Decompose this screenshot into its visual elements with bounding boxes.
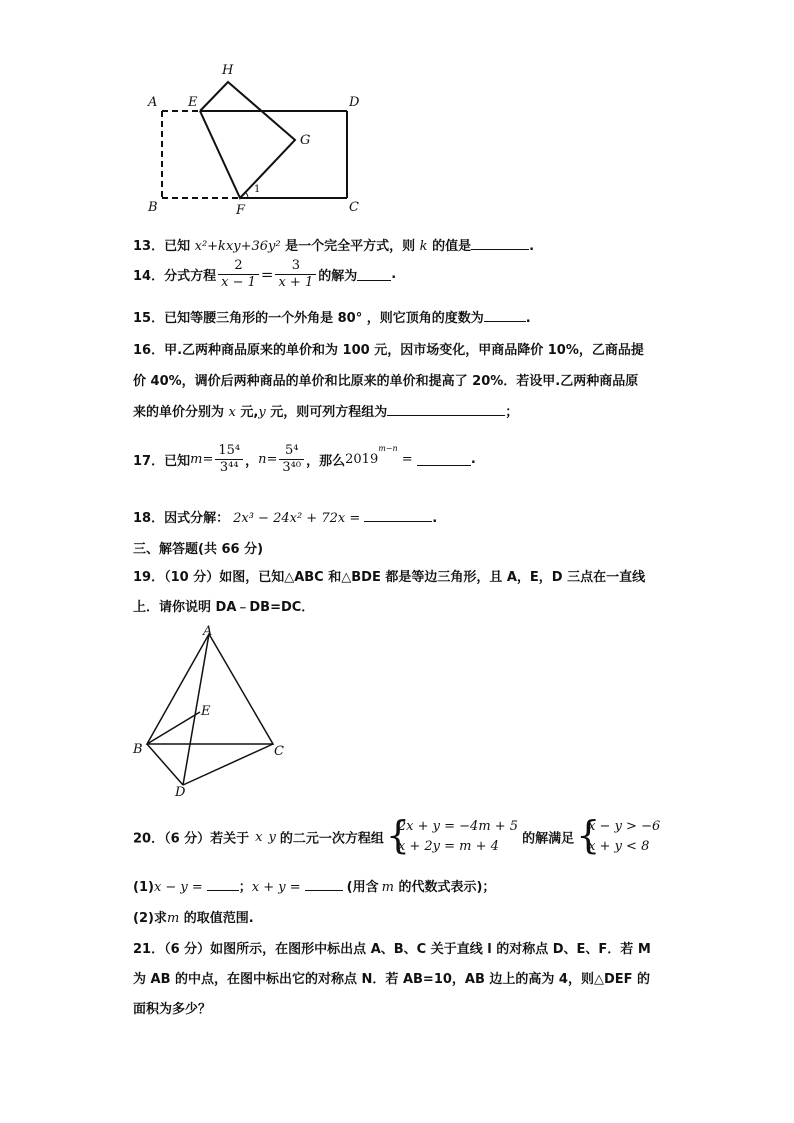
question-21-line-2 (133, 968, 650, 987)
q17-fraction-m (215, 443, 243, 476)
q14-fraction-2 (275, 258, 316, 291)
q20-part1-m: m (381, 880, 394, 895)
q16-number: 16． (133, 343, 165, 358)
q13-text-b: 是一个完全平方式，则 (280, 239, 420, 254)
q16-line-3-a: 来的单价分别为 (133, 405, 229, 420)
q13-variable: k (419, 239, 428, 254)
q16-end: ； (505, 405, 519, 420)
q14-text-b: 的解为 (318, 269, 358, 284)
q17-equals-3: = (397, 452, 417, 467)
q20-inequality-2: x + y < 8 (588, 839, 650, 854)
label-F: F (236, 203, 246, 218)
q14-f2-denominator: x + 1 (278, 275, 314, 290)
question-15 (133, 307, 531, 326)
q20-part1-text-c: 的代数式表示)； (393, 880, 496, 895)
q17-equals-1: = (202, 452, 214, 467)
q20-equation-system: { 2x + y = −4m + 5 x + 2y = m + 4 (385, 813, 519, 857)
fig2-label-C: C (274, 744, 284, 759)
q17-exponent: m−n (378, 444, 398, 453)
q20-text-b: 的二元一次方程组 (279, 831, 384, 847)
q20-text-c: 的解满足 (522, 831, 575, 847)
q17-separator: ， (245, 454, 259, 469)
q17-number: 17． (133, 454, 165, 469)
q14-end: . (391, 267, 397, 282)
q21-line-2: 为 AB 的中点，在图中标出它的对称点 N．若 AB=10，AB 边上的高为 4，则△DEF 的 (133, 972, 651, 987)
q20-part2-m: m (166, 911, 180, 926)
q14-f1-denominator: x − 1 (221, 275, 256, 290)
q20-x: x (255, 829, 263, 845)
q16-x: x (228, 405, 236, 420)
question-19-line-1 (133, 566, 645, 585)
q17-m-numerator: 15⁴ (215, 443, 243, 460)
q20-part1-blank-2[interactable] (305, 878, 343, 891)
label-D: D (349, 95, 360, 110)
q20-part1-text-b: (用含 (346, 880, 379, 895)
label-angle-1: 1 (254, 184, 261, 195)
q20-part1-label: (1) (133, 880, 154, 895)
fig2-label-D: D (175, 785, 186, 800)
question-21-line-1 (133, 938, 651, 957)
question-20-part-2 (133, 907, 254, 926)
q20-part2-text-b: 的取值范围. (179, 911, 254, 926)
fig2-label-E: E (201, 704, 211, 719)
label-B: B (148, 200, 158, 215)
q20-part1-blank-1[interactable] (207, 878, 239, 891)
q16-line-1: 甲.乙两种商品原来的单价和为 100 元，因市场变化，甲商品降价 10%，乙商品提 (164, 343, 644, 358)
section-3-title (133, 538, 263, 557)
q17-m-denominator: 3⁴⁴ (219, 460, 239, 475)
q16-answer-blank[interactable] (387, 403, 505, 416)
q17-n-numerator: 5⁴ (279, 443, 304, 460)
q13-number: 13． (133, 239, 165, 254)
fig2-label-A: A (203, 624, 213, 639)
label-A: A (148, 95, 158, 110)
question-16-line-2 (133, 370, 638, 389)
label-C: C (349, 200, 359, 215)
question-20-part-1 (133, 876, 495, 895)
segment-be (147, 712, 200, 744)
q20-y: y (268, 829, 276, 845)
q20-inequality-system: { x − y > −6 x + y < 8 (576, 813, 661, 857)
q14-f1-numerator: 2 (218, 258, 259, 275)
q13-end: . (529, 239, 535, 254)
q14-number: 14． (133, 269, 165, 284)
q15-text: 已知等腰三角形的一个外角是 80° ，则它顶角的度数为 (164, 311, 484, 326)
q17-n-denominator: 3⁴⁰ (282, 460, 302, 475)
question-21-line-3 (133, 998, 211, 1017)
question-16-line-3 (133, 401, 518, 420)
q13-expression: x²+kxy+36y² (194, 239, 281, 254)
q14-answer-blank[interactable] (357, 268, 391, 281)
fig2-label-B: B (133, 742, 143, 757)
section-3-heading: 三、解答题(共 66 分) (133, 542, 264, 557)
folded-quadrilateral (200, 82, 295, 198)
q14-fraction-1 (218, 258, 259, 291)
q21-line-1: 21．（6 分）如图所示，在图形中标出点 A、B、C 关于直线 l 的对称点 D、E、F．若 M (133, 942, 651, 957)
q15-end: . (525, 311, 531, 326)
q17-answer-blank[interactable] (417, 453, 471, 466)
q13-text-c: 的值是 (427, 239, 472, 254)
q21-line-3: 面积为多少？ (133, 1002, 212, 1017)
q16-y: y (258, 405, 266, 420)
q17-text-b: ，那么 (306, 454, 346, 469)
q18-end: . (432, 511, 438, 526)
q18-answer-blank[interactable] (364, 509, 432, 522)
q16-line-2: 价 40%，调价后两种商品的单价和比原来的单价和提高了 20%．若设甲.乙两种商品原 (133, 374, 639, 389)
question-20 (133, 813, 661, 857)
q14-equals: = (260, 265, 274, 284)
figure-rectangle-fold (140, 58, 380, 223)
q20-part1-separator: ； (238, 880, 252, 895)
q13-text-a: 已知 (164, 239, 195, 254)
label-G: G (300, 133, 311, 148)
question-16-line-1 (133, 339, 644, 358)
q18-number: 18． (133, 511, 165, 526)
question-14 (133, 258, 396, 291)
q20-inequality-1: x − y > −6 (588, 819, 661, 834)
q20-text-a: 20．（6 分）若关于 (133, 831, 250, 847)
label-E: E (188, 95, 198, 110)
q16-line-3-b: 元, (235, 405, 259, 420)
segment-dc (183, 744, 273, 785)
q17-n: n (258, 452, 267, 467)
q13-answer-blank[interactable] (471, 237, 529, 250)
q17-end: . (470, 452, 476, 467)
q17-equals-2: = (266, 452, 278, 467)
q17-base: 2019 (345, 452, 379, 467)
q20-equation-1: 2x + y = −4m + 5 (397, 819, 519, 834)
q15-answer-blank[interactable] (484, 309, 526, 322)
q17-fraction-n (279, 443, 304, 476)
question-18 (133, 507, 437, 526)
q16-line-3-c: 元，则可列方程组为 (265, 405, 388, 420)
q14-text-a: 分式方程 (164, 269, 217, 284)
segment-bd (147, 744, 183, 785)
q18-text: 因式分解： (164, 511, 230, 526)
question-19-line-2 (133, 596, 314, 615)
figure-equilateral-triangles (133, 622, 293, 802)
q20-part2-text-a: (2)求 (133, 911, 167, 926)
label-H: H (222, 63, 234, 78)
q19-line-2: 上．请你说明 DA﹣DB=DC． (133, 600, 315, 615)
q20-part1-expr-1: x − y = (153, 880, 203, 895)
q17-text-a: 已知 (164, 454, 191, 469)
question-13 (133, 235, 534, 254)
triangle-abc (147, 634, 273, 744)
q20-equation-2: x + 2y = m + 4 (397, 839, 499, 854)
q19-line-1: 19．（10 分）如图，已知△ABC 和△BDE 都是等边三角形，且 A，E，D 三点在一直线 (133, 570, 646, 585)
q20-part1-expr-2: x + y = (251, 880, 301, 895)
q17-m: m (190, 452, 203, 467)
question-17 (133, 443, 476, 476)
q18-expression: 2x³ − 24x² + 72x = (233, 511, 361, 526)
q14-f2-numerator: 3 (275, 258, 316, 275)
q15-number: 15． (133, 311, 165, 326)
